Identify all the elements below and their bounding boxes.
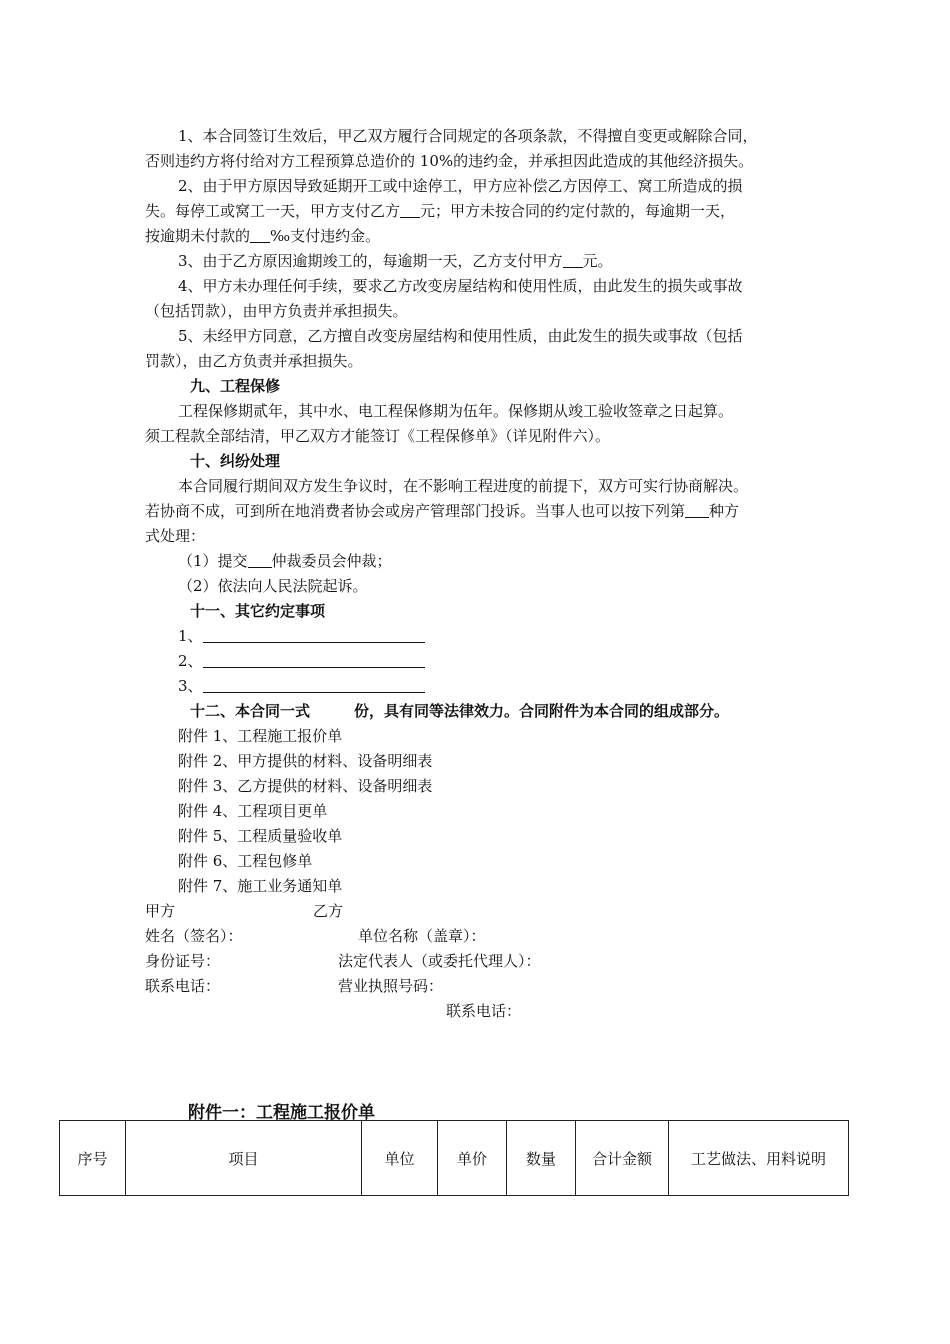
party-a-phone: 联系电话：	[145, 977, 221, 995]
breach-clause-2-text-c: 按逾期未付款的	[145, 227, 251, 245]
attachment-item: 附件 1、工程施工报价单	[178, 727, 343, 745]
column-header: 单位	[362, 1121, 438, 1196]
party-a-name-sign: 姓名（签名）：	[145, 927, 243, 945]
party-b-legal-rep: 法定代表人（或委托代理人）：	[338, 952, 541, 970]
attachment-item: 附件 3、乙方提供的材料、设备明细表	[178, 777, 433, 795]
dispute-paragraph-line-1: 本合同履行期间双方发生争议时，在不影响工程进度的前提下，双方可实行协商解决。	[178, 477, 749, 495]
column-header: 项目	[126, 1121, 362, 1196]
party-b-label: 乙方	[313, 902, 344, 920]
blank-field	[563, 253, 583, 268]
party-b-license: 营业执照号码：	[338, 977, 444, 995]
party-b-unit-name: 单位名称（盖章）：	[358, 927, 486, 945]
copies-clause	[190, 701, 729, 721]
blank-field	[203, 628, 425, 643]
warranty-paragraph-line-1: 工程保修期贰年，其中水、电工程保修期为伍年。保修期从竣工验收签章之日起算。	[178, 402, 734, 420]
warranty-paragraph-line-2: 须工程款全部结清，甲乙双方才能签订《工程保修单》（详见附件六）。	[145, 427, 611, 445]
other-items-heading: 十一、其它约定事项	[190, 602, 326, 620]
dispute-option-1-text-b: 仲裁委员会仲裁；	[271, 552, 392, 570]
other-item-number: 2、	[178, 652, 203, 670]
breach-clause-4-line-2: （包括罚款），由甲方负责并承担损失。	[145, 302, 408, 320]
breach-clause-2-line-1: 2、由于甲方原因导致延期开工或中途停工，甲方应补偿乙方因停工、窝工所造成的损	[178, 177, 743, 195]
other-item-2	[178, 651, 425, 671]
dispute-option-1-text-a: （1）提交	[178, 552, 248, 570]
breach-clause-3-text-b: 元。	[582, 252, 613, 270]
dispute-text-b: 种方	[709, 502, 740, 520]
dispute-text-a: 若协商不成，可到所在地消费者协会或房产管理部门投诉。当事人也可以按下列第	[145, 502, 686, 520]
breach-clause-2-text-a: 失。每停工或窝工一天，甲方支付乙方	[145, 202, 401, 220]
dispute-paragraph-line-2	[145, 501, 739, 521]
breach-clause-2-line-3	[145, 226, 380, 246]
breach-clause-1-line-1: 1、本合同签订生效后，甲乙双方履行合同规定的各项条款，不得擅自变更或解除合同，	[178, 127, 758, 145]
dispute-heading: 十、纠纷处理	[190, 452, 281, 470]
attachment-item: 附件 5、工程质量验收单	[178, 827, 343, 845]
column-header: 工艺做法、用料说明	[669, 1121, 849, 1196]
breach-clause-5-line-1: 5、未经甲方同意，乙方擅自改变房屋结构和使用性质，由此发生的损失或事故（包括	[178, 327, 743, 345]
other-item-number: 1、	[178, 627, 203, 645]
blank-field	[250, 228, 270, 243]
party-b-phone: 联系电话：	[446, 1002, 522, 1020]
attachment-item: 附件 4、工程项目更单	[178, 802, 328, 820]
breach-clause-2-text-b: 元；甲方未按合同的约定付款的，每逾期一天，	[420, 202, 736, 220]
column-header: 序号	[60, 1121, 126, 1196]
copies-text-b: 份，具有同等法律效力。合同附件为本合同的组成部分。	[354, 702, 730, 720]
party-a-id-number: 身份证号：	[145, 952, 221, 970]
attachment-item: 附件 7、施工业务通知单	[178, 877, 343, 895]
quote-table-header-row	[60, 1121, 849, 1196]
attachment-item: 附件 2、甲方提供的材料、设备明细表	[178, 752, 433, 770]
blank-field	[203, 653, 425, 668]
blank-field	[400, 203, 420, 218]
breach-clause-1-line-2: 否则违约方将付给对方工程预算总造价的 10%的违约金，并承担因此造成的其他经济损失。	[145, 152, 754, 170]
breach-clause-4-line-1: 4、甲方未办理任何手续，要求乙方改变房屋结构和使用性质，由此发生的损失或事故	[178, 277, 743, 295]
blank-field	[203, 678, 425, 693]
breach-clause-3-text-a: 3、由于乙方原因逾期竣工的，每逾期一天，乙方支付甲方	[178, 252, 563, 270]
attachment-item: 附件 6、工程包修单	[178, 852, 313, 870]
quote-table	[59, 1120, 849, 1196]
column-header: 合计金额	[576, 1121, 669, 1196]
breach-clause-5-line-2: 罚款），由乙方负责并承担损失。	[145, 352, 363, 370]
breach-clause-2-line-2	[145, 201, 735, 221]
party-a-label: 甲方	[145, 902, 176, 920]
column-header: 数量	[507, 1121, 576, 1196]
other-item-number: 3、	[178, 677, 203, 695]
blank-field	[685, 503, 709, 518]
breach-clause-2-text-d: ‰支付违约金。	[270, 227, 381, 245]
breach-clause-3	[178, 251, 613, 271]
dispute-paragraph-line-3: 式处理：	[145, 527, 206, 545]
blank-field	[248, 553, 272, 568]
warranty-heading: 九、工程保修	[190, 377, 281, 395]
copies-text-a: 十二、本合同一式	[190, 702, 311, 720]
column-header: 单价	[438, 1121, 507, 1196]
other-item-3	[178, 676, 425, 696]
dispute-option-1	[178, 551, 392, 571]
dispute-option-2: （2）依法向人民法院起诉。	[178, 577, 368, 595]
other-item-1	[178, 626, 425, 646]
annex-1-title: 附件一：工程施工报价单	[188, 1103, 375, 1123]
